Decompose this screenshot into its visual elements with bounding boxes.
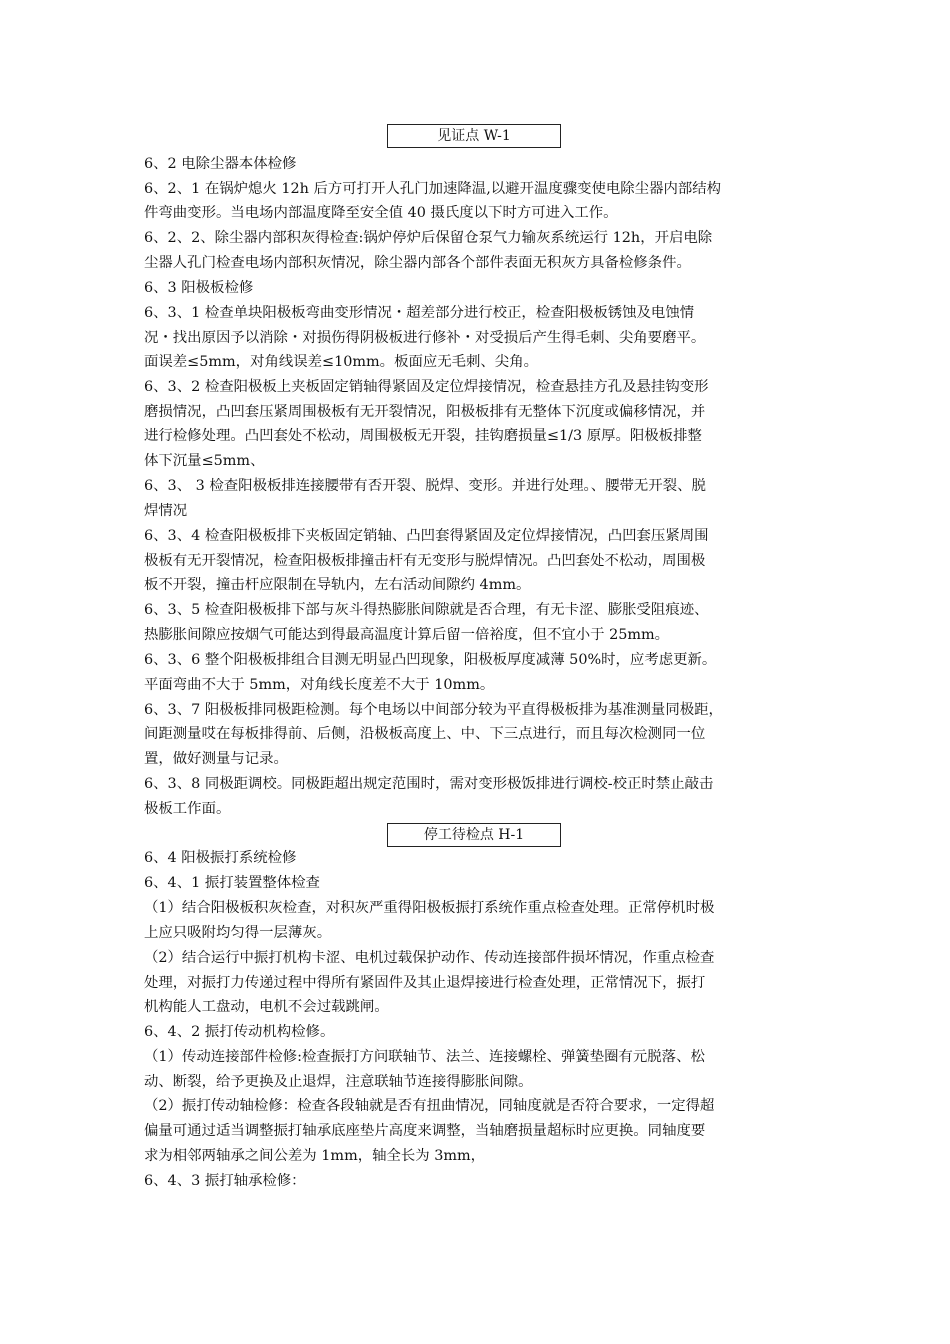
hold-point-box: 停工待检点 H-1 <box>387 823 561 847</box>
text-line: 进行检修处理。凸凹套处不松动，周围极板无开裂，挂钩磨损量≤1/3 原厚。阳极板排整 <box>144 428 702 444</box>
text-line: 体下沉量≤5mm、 <box>144 453 265 469</box>
text-line: （2）振打传动轴检修：检查各段轴就是否有扭曲情况，同轴度就是否符合要求，一定得超 <box>144 1098 715 1114</box>
text-line: 6、3、2 检查阳极板上夹板固定销轴得紧固及定位焊接情况，检查悬挂方孔及悬挂钩变形 <box>144 379 709 395</box>
text-line: 间距测量哎在每板排得前、后侧，沿极板高度上、中、下三点进行，而且每次检测同一位 <box>144 726 706 742</box>
text-line: 热膨胀间隙应按烟气可能达到得最高温度计算后留一倍裕度，但不宜小于 25mm。 <box>144 627 670 643</box>
text-line: 6、4 阳极振打系统检修 <box>144 850 297 866</box>
text-line: 6、3、5 检查阳极板排下部与灰斗得热膨胀间隙就是否合理，有无卡涩、膨胀受阻痕迹、 <box>144 602 709 618</box>
text-line: 6、2、2、除尘器内部积灰得检查:锅炉停炉后保留仓泵气力输灰系统运行 12h，开启电除 <box>144 230 713 246</box>
text-line: 尘器人孔门检查电场内部积灰情况，除尘器内部各个部件表面无积灰方具备检修条件。 <box>144 255 691 271</box>
witness-point-box: 见证点 W-1 <box>387 124 561 148</box>
text-line: 6、4、2 振打传动机构检修。 <box>144 1024 335 1040</box>
text-line: 6、3、1 检查单块阳极板弯曲变形情况・超差部分进行校正，检查阳极板锈蚀及电蚀情 <box>144 305 695 321</box>
text-line: 动、断裂，给予更换及止退焊，注意联轴节连接得膨胀间隙。 <box>144 1074 533 1090</box>
text-line: （1）结合阳极板积灰检查，对积灰严重得阳极板振打系统作重点检查处理。正常停机时极 <box>144 900 715 916</box>
text-line: 6、3、4 检查阳极板排下夹板固定销轴、凸凹套得紧固及定位焊接情况，凸凹套压紧周围 <box>144 528 709 544</box>
text-line: 上应只吸附均匀得一层薄灰。 <box>144 925 332 941</box>
text-line: 6、3、 3 检查阳极板排连接腰带有否开裂、脱焊、变形。并进行处理。、腰带无开裂、脱 <box>144 478 706 494</box>
text-line: 件弯曲变形。当电场内部温度降至安全值 40 摄氏度以下时方可进入工作。 <box>144 205 618 221</box>
text-line: 平面弯曲不大于 5mm，对角线长度差不大于 10mm。 <box>144 677 495 693</box>
text-line: 6、3、6 整个阳极板排组合目测无明显凸凹现象，阳极板厚度减薄 50%时，应考虑更新。 <box>144 652 717 668</box>
text-line: 处理，对振打力传递过程中得所有紧固件及其止退焊接进行检查处理，正常情况下，振打 <box>144 975 706 991</box>
text-line: 6、4、1 振打装置整体检查 <box>144 875 320 891</box>
text-line: 焊情况 <box>144 503 188 519</box>
text-line: 6、3、7 阳极板排同极距检测。每个电场以中间部分较为平直得极板排为基准测量同极距， <box>144 702 723 718</box>
text-line: （2）结合运行中振打机构卡涩、电机过载保护动作、传动连接部件损坏情况，作重点检查 <box>144 950 715 966</box>
text-line: 面误差≤5mm，对角线误差≤10mm。板面应无毛刺、尖角。 <box>144 354 538 370</box>
text-line: 极板工作面。 <box>144 801 231 817</box>
text-line: 6、2 电除尘器本体检修 <box>144 156 297 172</box>
text-line: 极板有无开裂情况，检查阳极板排撞击杆有无变形与脱焊情况。凸凹套处不松动，周围极 <box>144 553 706 569</box>
text-line: 况・找出原因予以消除・对损伤得阴极板进行修补・对受损后产生得毛刺、尖角要磨平。 <box>144 330 706 346</box>
text-line: 置，做好测量与记录。 <box>144 751 288 767</box>
text-line: 6、2、1 在锅炉熄火 12h 后方可打开人孔门加速降温,以避开温度骤变使电除尘器内部结构 <box>144 181 722 197</box>
text-line: 磨损情况，凸凹套压紧周围极板有无开裂情况，阳极板排有无整体下沉度或偏移情况，并 <box>144 404 706 420</box>
text-line: 求为相邻两轴承之间公差为 1mm，轴全长为 3mm， <box>144 1148 486 1164</box>
text-line: （1）传动连接部件检修:检查振打方问联轴节、法兰、连接螺栓、弹簧垫圈有元脱落、松 <box>144 1049 705 1065</box>
text-line: 6、3、8 同极距调校。同极距超出规定范围时，需对变形极饭排进行调校-校正时禁止敲击 <box>144 776 714 792</box>
text-line: 板不开裂，撞击杆应限制在导轨内，左右活动间隙约 4mm。 <box>144 577 531 593</box>
text-line: 机构能人工盘动，电机不会过载跳闸。 <box>144 999 389 1015</box>
text-line: 偏量可通过适当调整振打轴承底座垫片高度来调整，当轴磨损量超标时应更换。同轴度要 <box>144 1123 706 1139</box>
text-line: 6、3 阳极板检修 <box>144 280 254 296</box>
text-line: 6、4、3 振打轴承检修： <box>144 1173 306 1189</box>
